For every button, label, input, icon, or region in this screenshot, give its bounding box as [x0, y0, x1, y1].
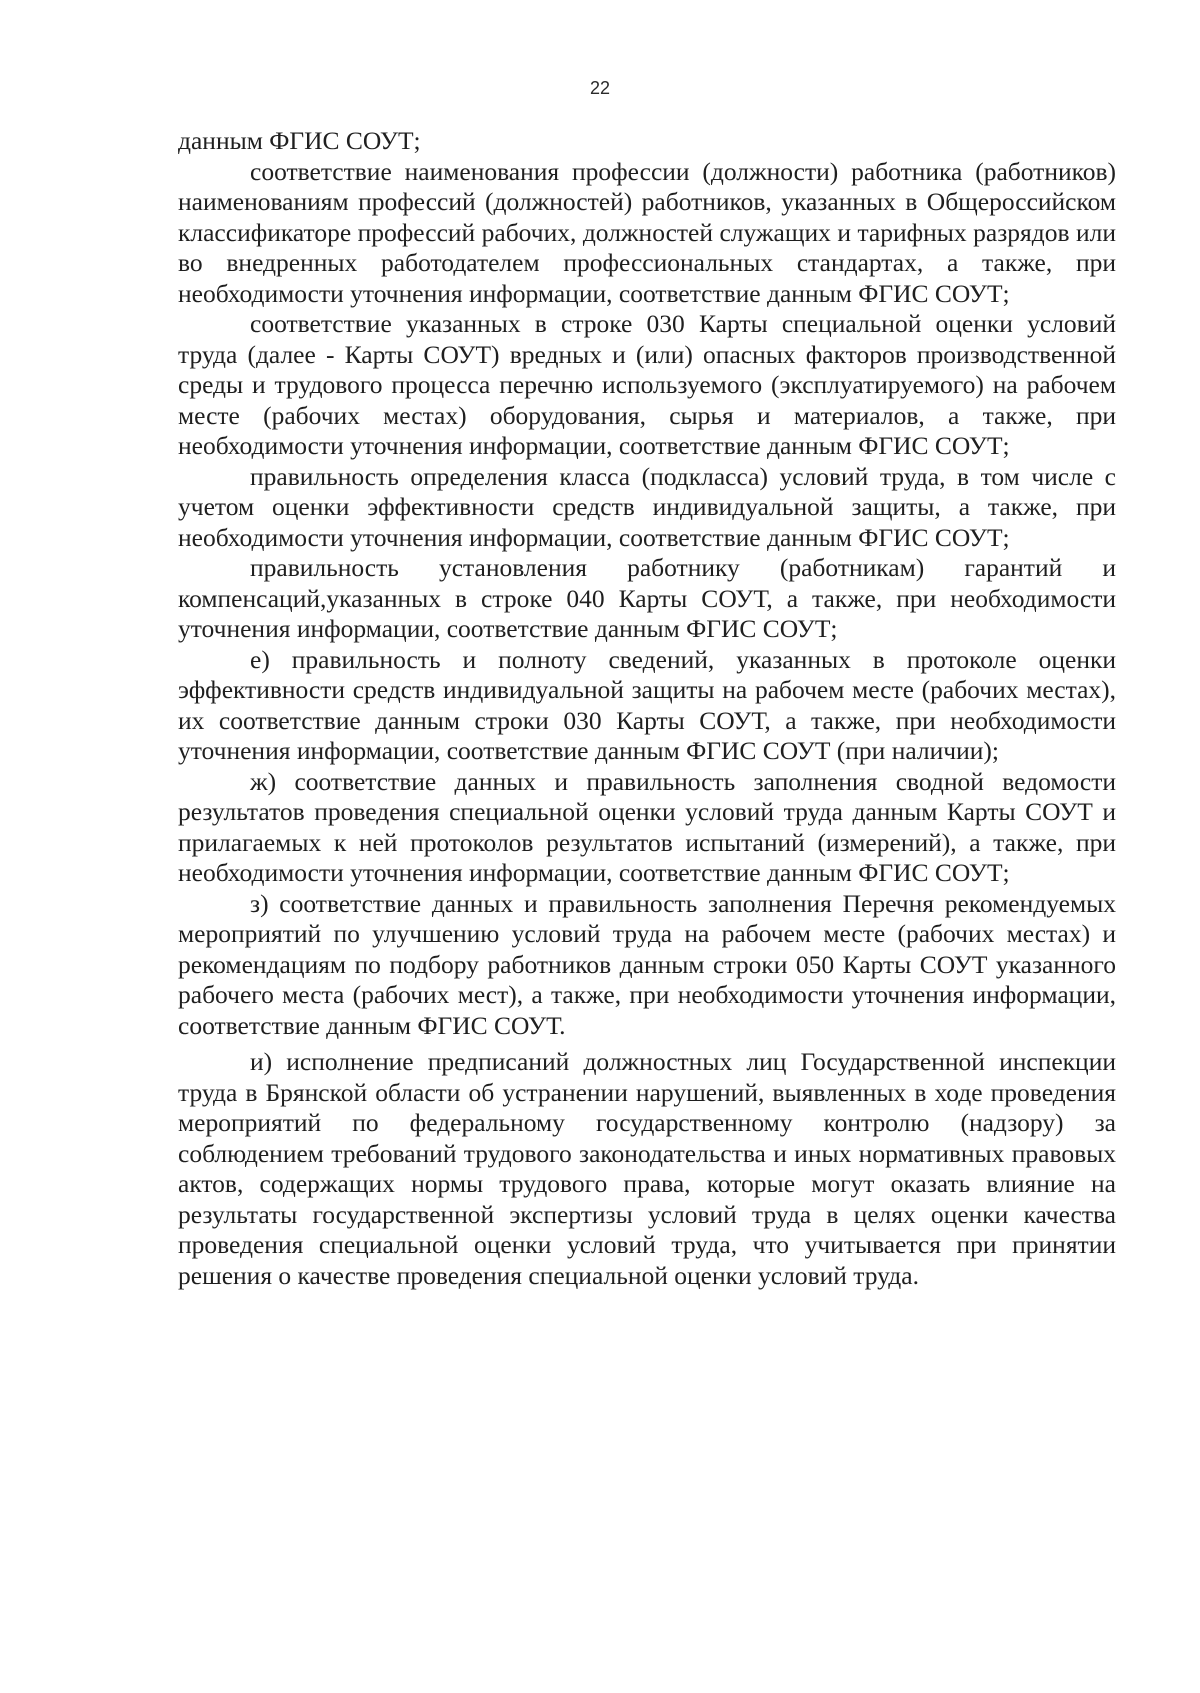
paragraph-class-definition: правильность определения класса (подкласса) условий труда, в том числе с учетом оценки эффективности средств индивидуальной защиты, а также, при необходимости уточнения информации, соответствие данным ФГИС СОУТ; — [178, 461, 1116, 552]
paragraph-profession-match: соответствие наименования профессии (должности) работника (работников) наименованиям профессий (должностей) работников, указанных в Общероссийском классификаторе профессий рабочих, должностей служащих и тарифных разрядов или во внедренных работодателем профессиональных стандартах, а также, при необходимости уточнения информации, соответствие данным ФГИС СОУТ; — [178, 156, 1116, 308]
paragraph-continuation: данным ФГИС СОУТ; — [178, 126, 421, 155]
paragraph-item-i: и) исполнение предписаний должностных лиц Государственной инспекции труда в Брянской области об устранении нарушений, выявленных в ходе проведения мероприятий по федеральному государственному контролю (надзору) за соблюдением требований трудового законодательства и иных нормативных правовых актов, содержащих нормы трудового права, которые могут оказать влияние на результаты государственной экспертизы условий труда в целях оценки качества проведения специальной оценки условий труда, что учитывается при принятии решения о качестве проведения специальной оценки условий труда. — [178, 1047, 1116, 1290]
paragraph-item-zh: ж) соответствие данных и правильность заполнения сводной ведомости результатов проведения специальной оценки условий труда данным Карты СОУТ и прилагаемых к ней протоколов результатов испытаний (измерений), а также, при необходимости уточнения информации, соответствие данным ФГИС СОУТ; — [178, 766, 1116, 887]
paragraph-guarantees: правильность установления работнику (работникам) гарантий и компенсаций,указанных в строке 040 Карты СОУТ, а также, при необходимости уточнения информации, соответствие данным ФГИС СОУТ; — [178, 553, 1116, 643]
paragraph-harmful-factors: соответствие указанных в строке 030 Карты специальной оценки условий труда (далее - Карты СОУТ) вредных и (или) опасных факторов производственной среды и трудового процесса перечню используемого (эксплуатируемого) на рабочем месте (рабочих местах) оборудования, сырья и материалов, а также, при необходимости уточнения информации, соответствие данным ФГИС СОУТ; — [178, 309, 1116, 460]
page-number: 22 — [589, 78, 611, 98]
paragraph-item-e: е) правильность и полноту сведений, указанных в протоколе оценки эффективности средств индивидуальной защиты на рабочем месте (рабочих местах), их соответствие данным строки 030 Карты СОУТ, а также, при необходимости уточнения информации, соответствие данным ФГИС СОУТ (при наличии); — [178, 644, 1116, 765]
paragraph-item-z: з) соответствие данных и правильность заполнения Перечня рекомендуемых мероприятий по улучшению условий труда на рабочем месте (рабочих местах) и рекомендациям по подбору работников данным строки 050 Карты СОУТ указанного рабочего места (рабочих мест), а также, при необходимости уточнения информации, соответствие данным ФГИС СОУТ. — [178, 888, 1116, 1040]
document-body — [178, 126, 1116, 1291]
